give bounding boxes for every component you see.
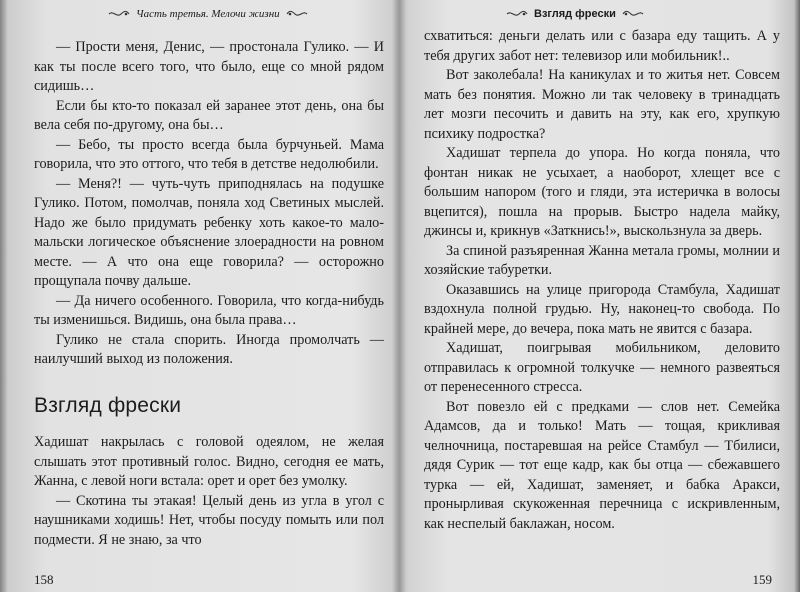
paragraph: схватиться: деньги делать или с базара еду тащить. А у тебя других забот нет: телевизор или мобильник!.. [424,28,780,64]
paragraph: Вот повезло ей с предками — слов нет. Семейка Адамсов, да и только! Мать — тощая, крикливая челночница, постаревшая на рейсе Стамбул — Тбилиси, дядя Сурик — тот еще кадр, как бы отца — сбежавшего турка — ей, Хадишат, заменяет, и бабка Аракси, пронырливая скукоженная перечница с искривленным, как неспелый баклажан, носом. [424,398,780,532]
ornament-icon [286,10,308,18]
paragraph: Хадишат накрылась с головой одеялом, не желая слышать этот противный голос. Видно, сегодня ее мать, Жанна, с левой ноги встала: орет и орет без умолку. [34,434,384,489]
left-page [0,0,392,592]
book-gutter [392,0,406,592]
left-running-head [108,8,308,20]
paragraph: Если бы кто-то показал ей заранее этот день, она бы вела себя по-другому, она бы… [34,97,384,133]
paragraph: Вот заколебала! На каникулах и то житья нет. Совсем мать без понятия. Можно ли так человеку в тринадцать лет мозги песочить и давить на эту, как его, хрупкую психику подростка? [424,67,780,142]
left-page-text [34,38,384,550]
ornament-icon [506,10,528,18]
right-running-head-text: Взгляд фрески [534,8,616,20]
ornament-icon [108,10,130,18]
right-page-text [424,27,780,534]
paragraph: За спиной разъяренная Жанна метала громы, молнии и хозяйские табуретки. [424,242,780,278]
right-running-head [506,8,644,20]
left-running-head-text: Часть третья. Мелочи жизни [136,8,280,20]
paragraph: — Меня?! — чуть-чуть приподнялась на подушке Гулико. Потом, помолчав, поняла ход Светиных мыслей. Надо же было придумать ребенку хоть какое-то мало-мальски логическое объяснение злоерадности на ровном месте. — А что она еще говорила? — осторожно прощупала почву дальше. [34,175,384,289]
paragraph: — Бебо, ты просто всегда была бурчуньей. Мама говорила, что это оттого, что тебя в детстве недолюбили. [34,136,384,172]
page-number-left: 158 [34,572,54,587]
ornament-icon [622,10,644,18]
page-number-right: 159 [752,572,772,587]
paragraph: — Скотина ты этакая! Целый день из угла в угол с наушниками ходишь! Нет, чтобы посуду помыть или пол подмести. Я не знаю, за что [34,492,384,548]
section-title: Взгляд фрески [34,393,182,417]
paragraph: — Да ничего особенного. Говорила, что когда-нибудь ты изменишься. Видишь, она была права… [34,292,384,328]
paragraph: Хадишат терпела до упора. Но когда поняла, что фонтан никак не усыхает, а наоборот, хлещет все с большим напором (того и гляди, эта истеричка в волосы вцепится), пошла на прорыв. Быстро надела майку, джинсы и, крикнув «Заткнись!», выскользнула за дверь. [424,145,780,239]
right-page [406,0,800,592]
paragraph: Гулико не стала спорить. Иногда промолчать — наилучший выход из положения. [34,331,384,367]
paragraph: Оказавшись на улице пригорода Стамбула, Хадишат вздохнула полной грудью. Ну, наконец-то свобода. По крайней мере, до вечера, пока мать не явится с базара. [424,281,780,337]
paragraph: Хадишат, поигрывая мобильником, деловито отправилась к огромной толкучке — немного развеяться от перенесенного стресса. [424,340,780,395]
paragraph: — Прости меня, Денис, — простонала Гулико. — И как ты после всего того, что было, еще со мной рядом сидишь… [34,39,384,94]
